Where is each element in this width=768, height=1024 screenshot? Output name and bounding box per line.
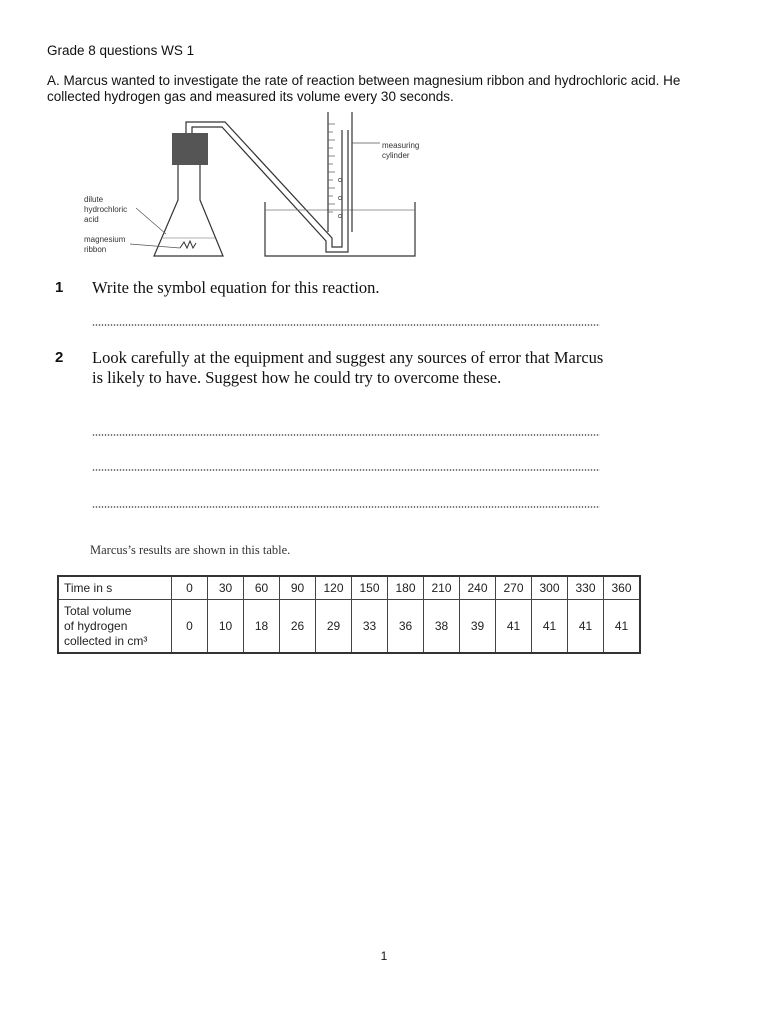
time-cell: 300 [532,576,568,600]
answer-line[interactable] [92,469,600,471]
time-cell: 60 [244,576,280,600]
answer-line[interactable] [92,506,600,508]
volume-cell: 10 [208,600,244,654]
worksheet-title: Grade 8 questions WS 1 [47,43,195,58]
answer-line[interactable] [92,324,600,326]
time-cell: 30 [208,576,244,600]
volume-cell: 41 [604,600,641,654]
time-cell: 270 [496,576,532,600]
time-cell: 330 [568,576,604,600]
conical-flask [154,165,223,256]
volume-header-line: collected in cm³ [64,633,148,648]
volume-cell: 33 [352,600,388,654]
question-1-text: Write the symbol equation for this reaction. [92,278,380,297]
volume-cell: 41 [496,600,532,654]
results-table [57,575,641,654]
table-intro: Marcus’s results are shown in this table. [90,543,291,557]
volume-header-line: Total volume [64,603,132,618]
volume-cell: 36 [388,600,424,654]
volume-cell: 38 [424,600,460,654]
label-hydrochloric: hydrochloric [84,205,128,214]
volume-cell: 26 [280,600,316,654]
label-measuring: measuring [382,141,420,150]
volume-cell: 0 [172,600,208,654]
question-2-number: 2 [55,349,64,366]
volume-cell: 41 [568,600,604,654]
volume-header-line: of hydrogen [64,618,128,633]
stopper [172,133,208,165]
time-cell: 0 [172,576,208,600]
time-cell: 150 [352,576,388,600]
delivery-tube [186,122,342,247]
time-cell: 210 [424,576,460,600]
page-number: 1 [380,949,388,963]
time-header: Time in s [58,576,172,600]
label-acid: acid [84,215,99,224]
question-1-number: 1 [55,279,64,296]
volume-header [58,600,172,654]
time-row [58,576,640,600]
label-dilute: dilute [84,195,104,204]
answer-line[interactable] [92,434,600,436]
volume-cell: 41 [532,600,568,654]
question-2-text: Look carefully at the equipment and suggest any sources of error that Marcus is likely to have. Suggest how he could try to overcome these. [92,348,604,387]
time-cell: 240 [460,576,496,600]
time-cell: 360 [604,576,641,600]
magnesium-ribbon [180,241,196,248]
volume-cell: 39 [460,600,496,654]
intro-paragraph: A. Marcus wanted to investigate the rate of reaction between magnesium ribbon and hydrochloric acid. He collected hydrogen gas and measured its volume every 30 seconds. [47,73,681,104]
volume-row [58,600,640,654]
volume-cell: 29 [316,600,352,654]
label-ribbon: ribbon [84,245,107,254]
time-cell: 90 [280,576,316,600]
time-cell: 180 [388,576,424,600]
volume-cell: 18 [244,600,280,654]
apparatus-diagram [60,110,420,270]
time-cell: 120 [316,576,352,600]
label-magnesium: magnesium [84,235,126,244]
label-cylinder: cylinder [382,151,410,160]
